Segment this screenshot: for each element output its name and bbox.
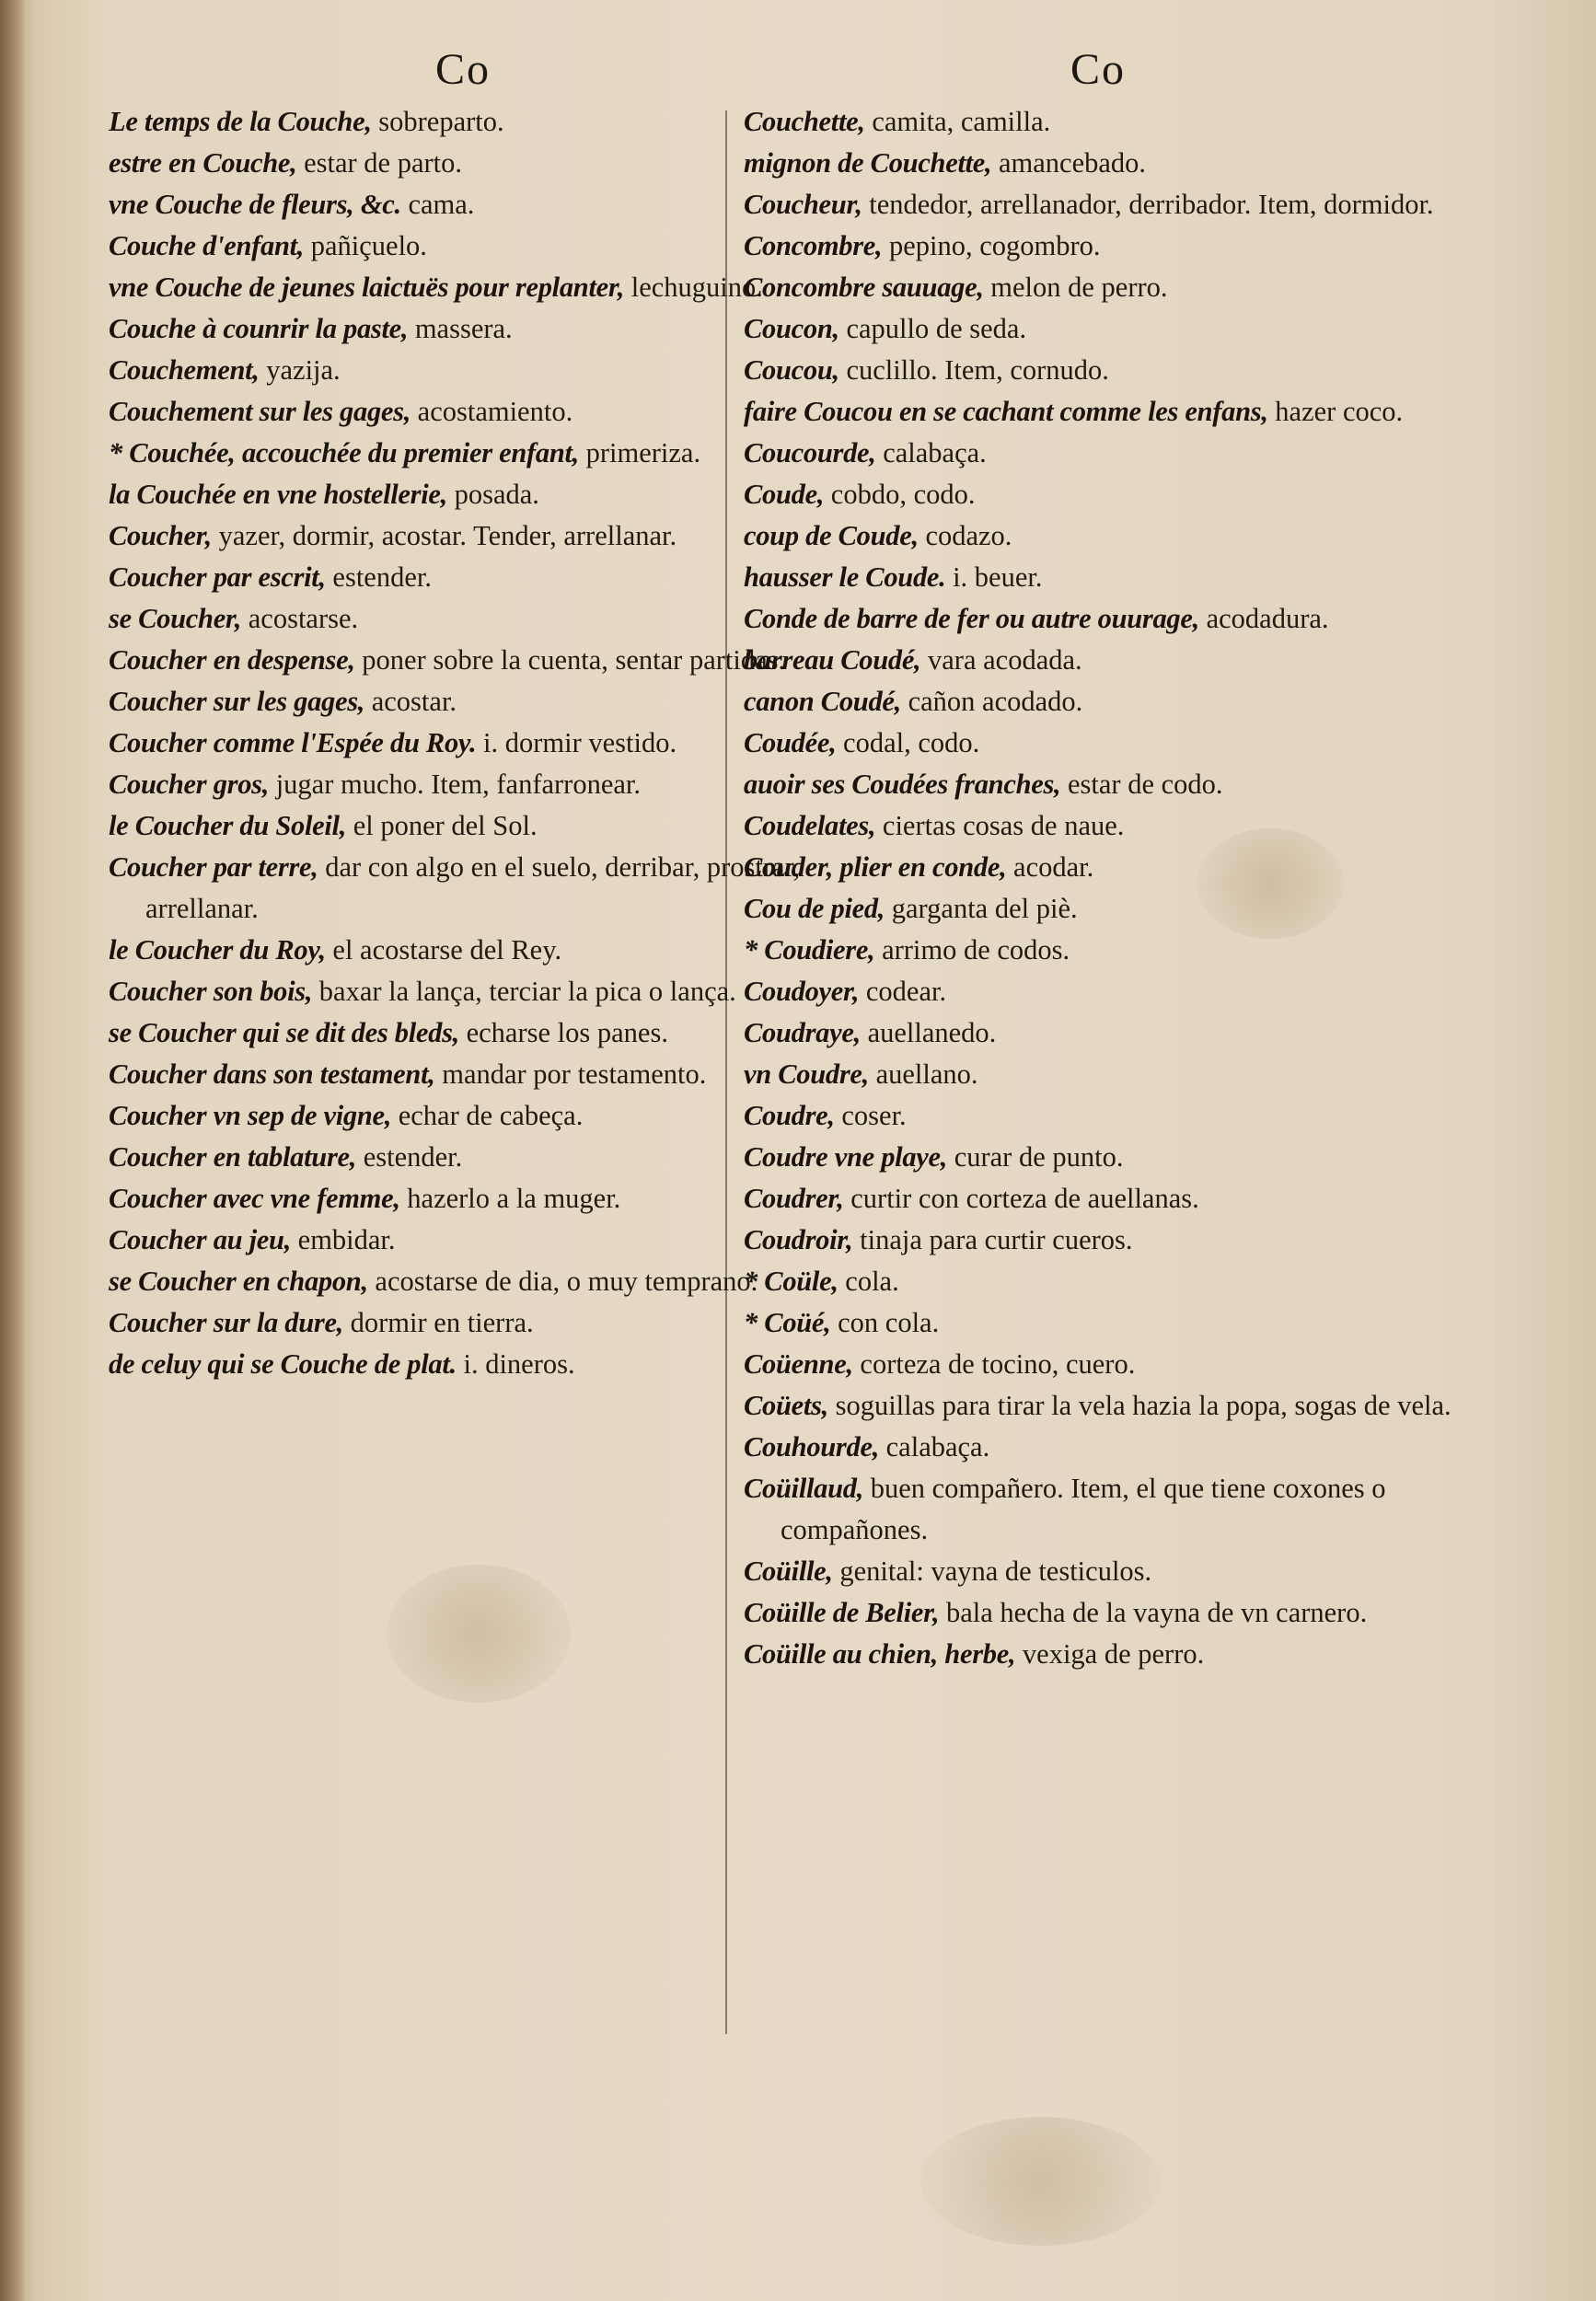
entry-headword: Coucher en tablature, [109, 1141, 357, 1173]
entry-headword: hausser le Coude. [744, 561, 946, 593]
entry-definition: genital: vayna de testiculos. [832, 1555, 1152, 1587]
dictionary-entry [744, 1344, 1452, 1385]
dictionary-entry [744, 143, 1452, 184]
entry-definition: vexiga de perro. [1015, 1638, 1205, 1670]
entry-headword: vn Coudre, [744, 1058, 869, 1090]
dictionary-entry [744, 433, 1452, 474]
entry-headword: le Coucher du Roy, [109, 934, 326, 965]
entry-definition: massera. [408, 313, 513, 344]
entry-definition: codear. [859, 976, 947, 1007]
dictionary-entry [744, 888, 1452, 930]
entry-headword: Le temps de la Couche, [109, 106, 372, 137]
dictionary-entry [744, 1592, 1452, 1634]
entry-definition: calabaça. [875, 437, 987, 468]
dictionary-entry [109, 1095, 817, 1137]
entry-definition: cobdo, codo. [824, 479, 976, 510]
dictionary-entry [744, 474, 1452, 515]
entry-headword: Coudrer, [744, 1183, 844, 1214]
entry-definition: lechuguino. [624, 272, 763, 303]
dictionary-entry [109, 557, 817, 598]
dictionary-entry [109, 1178, 817, 1220]
dictionary-entry [109, 308, 817, 350]
entry-definition: tinaja para curtir cueros. [852, 1224, 1133, 1255]
entry-headword: Coüenne, [744, 1348, 853, 1380]
entry-definition: cañon acodado. [900, 686, 1083, 717]
entry-definition: el acostarse del Rey. [325, 934, 562, 965]
entry-definition: i. dineros. [456, 1348, 575, 1380]
entry-definition: embidar. [291, 1224, 396, 1255]
entry-headword: vne Couche de fleurs, &c. [109, 189, 401, 220]
entry-headword: la Couchée en vne hostellerie, [109, 479, 447, 510]
dictionary-entry [109, 474, 817, 515]
entry-headword: Coucheur, [744, 189, 862, 220]
entry-headword: barreau Coudé, [744, 644, 921, 676]
entry-definition: coser. [834, 1100, 907, 1131]
entry-definition: hazer coco. [1267, 396, 1404, 427]
dictionary-entry [109, 930, 817, 971]
entry-definition: ciertas cosas de naue. [875, 810, 1125, 841]
dictionary-entry [744, 1261, 1452, 1302]
entry-definition: estender. [356, 1141, 463, 1173]
entry-definition: garganta del piè. [885, 893, 1078, 924]
entry-headword: Couchement, [109, 354, 260, 386]
entry-definition: estender. [325, 561, 432, 593]
dictionary-entry [744, 1095, 1452, 1137]
entry-headword: Conde de barre de fer ou autre ouurage, [744, 603, 1199, 634]
dictionary-entry [744, 308, 1452, 350]
entry-definition: baxar la lança, terciar la pica o lança. [312, 976, 736, 1007]
dictionary-entry [109, 764, 817, 805]
entry-headword: le Coucher du Soleil, [109, 810, 347, 841]
entry-headword: Coucher comme l'Espée du Roy. [109, 727, 477, 758]
dictionary-entry [109, 681, 817, 723]
entry-headword: Couchette, [744, 106, 865, 137]
entry-headword: Concombre, [744, 230, 883, 261]
entry-definition: acostar. [364, 686, 457, 717]
left-column-header: Co [434, 45, 491, 94]
entry-definition: acostarse de dia, o muy temprano. [367, 1266, 758, 1297]
entry-headword: Coucou, [744, 354, 839, 386]
dictionary-entry [109, 350, 817, 391]
entry-definition: codal, codo. [836, 727, 980, 758]
right-entry-list [744, 101, 1452, 1675]
dictionary-entry [109, 225, 817, 267]
entry-definition: dormir en tierra. [343, 1307, 534, 1338]
entry-definition: codazo. [918, 520, 1012, 551]
entry-headword: Coucher par terre, [109, 851, 318, 883]
entry-headword: Couhourde, [744, 1431, 880, 1463]
entry-definition: i. dormir vestido. [476, 727, 677, 758]
entry-definition: cama. [400, 189, 475, 220]
entry-headword: vne Couche de jeunes laictuës pour replanter, [109, 272, 625, 303]
entry-headword: Coüille de Belier, [744, 1597, 940, 1628]
dictionary-entry [744, 267, 1452, 308]
entry-headword: Couche à counrir la paste, [109, 313, 409, 344]
dictionary-entry [744, 1178, 1452, 1220]
paper-stain [387, 1565, 571, 1703]
dictionary-entry [744, 515, 1452, 557]
entry-definition: i. beuer. [945, 561, 1043, 593]
entry-definition: curar de punto. [947, 1141, 1124, 1173]
entry-headword: Coudoyer, [744, 976, 860, 1007]
dictionary-entry [109, 1344, 817, 1385]
dictionary-entry [109, 267, 817, 308]
entry-definition: cuclillo. Item, cornudo. [838, 354, 1109, 386]
dictionary-entry [744, 1427, 1452, 1468]
entry-headword: Coudée, [744, 727, 837, 758]
entry-definition: estar de codo. [1060, 769, 1223, 800]
entry-headword: Couder, plier en conde, [744, 851, 1007, 883]
dictionary-entry [109, 598, 817, 640]
dictionary-entry [744, 764, 1452, 805]
entry-headword: Coucher vn sep de vigne, [109, 1100, 392, 1131]
entry-headword: * Coüle, [744, 1266, 838, 1297]
dictionary-entry [744, 971, 1452, 1012]
dictionary-entry [744, 1634, 1452, 1675]
entry-headword: Coüets, [744, 1390, 828, 1421]
entry-definition: arrimo de codos. [874, 934, 1070, 965]
entry-headword: Coüille, [744, 1555, 833, 1587]
entry-headword: Coüillaud, [744, 1473, 864, 1504]
entry-headword: Cou de pied, [744, 893, 885, 924]
entry-headword: Coucher sur la dure, [109, 1307, 344, 1338]
entry-definition: bala hecha de la vayna de vn carnero. [939, 1597, 1368, 1628]
dictionary-entry [744, 557, 1452, 598]
dictionary-entry [744, 1551, 1452, 1592]
entry-definition: vara acodada. [920, 644, 1082, 676]
entry-headword: Coucher son bois, [109, 976, 313, 1007]
entry-definition: buen compañero. Item, el que tiene coxones o compañones. [781, 1473, 1386, 1545]
entry-definition: yazija. [259, 354, 341, 386]
dictionary-entry [109, 1220, 817, 1261]
entry-headword: * Couchée, accouchée du premier enfant, [109, 437, 579, 468]
dictionary-entry [109, 640, 817, 681]
entry-headword: Coucon, [744, 313, 839, 344]
binding-shadow [0, 0, 26, 2301]
entry-definition: melon de perro. [983, 272, 1168, 303]
entry-definition: poner sobre la cuenta, sentar partidas. [354, 644, 786, 676]
dictionary-entry [109, 101, 817, 143]
entry-definition: auellanedo. [860, 1017, 997, 1048]
entry-headword: Coucher au jeu, [109, 1224, 292, 1255]
dictionary-entry [744, 184, 1452, 225]
entry-definition: jugar mucho. Item, fanfarronear. [269, 769, 642, 800]
entry-definition: el poner del Sol. [346, 810, 538, 841]
entry-definition: posada. [446, 479, 539, 510]
dictionary-entry [744, 101, 1452, 143]
dictionary-entry [744, 930, 1452, 971]
dictionary-entry [109, 805, 817, 847]
entry-headword: Coucher en despense, [109, 644, 355, 676]
entry-headword: Coucher gros, [109, 769, 270, 800]
dictionary-entry [109, 1261, 817, 1302]
entry-headword: se Coucher qui se dit des bleds, [109, 1017, 459, 1048]
entry-definition: echar de cabeça. [391, 1100, 584, 1131]
left-entry-list [109, 101, 817, 1385]
dictionary-entry [744, 1468, 1452, 1551]
entry-headword: Coucher dans son testament, [109, 1058, 435, 1090]
dictionary-entry [109, 1012, 817, 1054]
dictionary-entry [109, 184, 817, 225]
paper-stain [920, 2117, 1160, 2246]
entry-headword: Coucher, [109, 520, 213, 551]
entry-definition: pepino, cogombro. [882, 230, 1101, 261]
dictionary-entry [744, 225, 1452, 267]
entry-headword: * Coudiere, [744, 934, 875, 965]
entry-headword: auoir ses Coudées franches, [744, 769, 1061, 800]
dictionary-entry [109, 723, 817, 764]
dictionary-entry [109, 971, 817, 1012]
entry-definition: soguillas para tirar la vela hazia la popa, sogas de vela. [827, 1390, 1451, 1421]
entry-headword: Coucher avec vne femme, [109, 1183, 400, 1214]
dictionary-entry [744, 1220, 1452, 1261]
dictionary-entry [109, 1302, 817, 1344]
entry-definition: camita, camilla. [864, 106, 1051, 137]
dictionary-entry [744, 723, 1452, 764]
entry-definition: con cola. [830, 1307, 940, 1338]
dictionary-entry [109, 391, 817, 433]
entry-headword: de celuy qui se Couche de plat. [109, 1348, 457, 1380]
entry-definition: acostamiento. [411, 396, 573, 427]
entry-headword: se Coucher, [109, 603, 242, 634]
entry-definition: capullo de seda. [838, 313, 1027, 344]
entry-headword: * Coüé, [744, 1307, 831, 1338]
entry-definition: acodar. [1006, 851, 1094, 883]
dictionary-entry [744, 1302, 1452, 1344]
dictionary-entry [744, 805, 1452, 847]
entry-headword: Coucher par escrit, [109, 561, 326, 593]
dictionary-entry [744, 1385, 1452, 1427]
entry-definition: hazerlo a la muger. [399, 1183, 621, 1214]
right-column-header: Co [1070, 45, 1126, 94]
entry-definition: tendedor, arrellanador, derribador. Item, dormidor. [862, 189, 1434, 220]
entry-headword: mignon de Couchette, [744, 147, 992, 179]
entry-definition: curtir con corteza de auellanas. [843, 1183, 1199, 1214]
entry-headword: Coudraye, [744, 1017, 861, 1048]
entry-headword: se Coucher en chapon, [109, 1266, 368, 1297]
entry-headword: Coude, [744, 479, 825, 510]
entry-headword: canon Coudé, [744, 686, 901, 717]
entry-definition: estar de parto. [296, 147, 462, 179]
left-column [109, 44, 817, 1385]
entry-definition: sobreparto. [371, 106, 504, 137]
dictionary-entry [744, 681, 1452, 723]
entry-definition: corteza de tocino, cuero. [852, 1348, 1136, 1380]
entry-headword: Coudre vne playe, [744, 1141, 948, 1173]
dictionary-entry [109, 433, 817, 474]
dictionary-entry [744, 350, 1452, 391]
dictionary-entry [744, 1054, 1452, 1095]
entry-headword: Coucourde, [744, 437, 876, 468]
dictionary-entry [744, 1012, 1452, 1054]
entry-definition: cola. [838, 1266, 899, 1297]
dictionary-entry [109, 515, 817, 557]
entry-headword: coup de Coude, [744, 520, 919, 551]
dictionary-entry [744, 1137, 1452, 1178]
entry-definition: primeriza. [579, 437, 701, 468]
entry-headword: Coüille au chien, herbe, [744, 1638, 1016, 1670]
entry-headword: Couchement sur les gages, [109, 396, 411, 427]
entry-definition: yazer, dormir, acostar. Tender, arrellanar. [212, 520, 677, 551]
entry-headword: Coucher sur les gages, [109, 686, 365, 717]
entry-definition: echarse los panes. [458, 1017, 668, 1048]
dictionary-entry [744, 640, 1452, 681]
entry-definition: auellano. [868, 1058, 978, 1090]
dictionary-entry [744, 391, 1452, 433]
dictionary-entry [109, 143, 817, 184]
entry-definition: calabaça. [879, 1431, 990, 1463]
entry-definition: acostarse. [241, 603, 359, 634]
entry-definition: pañiçuelo. [304, 230, 427, 261]
entry-headword: estre en Couche, [109, 147, 297, 179]
entry-definition: amancebado. [991, 147, 1147, 179]
entry-definition: acodadura. [1198, 603, 1329, 634]
dictionary-entry [744, 598, 1452, 640]
dictionary-entry [109, 1054, 817, 1095]
entry-headword: Coudelates, [744, 810, 876, 841]
right-column [744, 44, 1452, 1675]
dictionary-entry [109, 847, 817, 930]
dictionary-entry [109, 1137, 817, 1178]
dictionary-entry [744, 847, 1452, 888]
entry-headword: Coudre, [744, 1100, 835, 1131]
entry-headword: faire Coucou en se cachant comme les enfans, [744, 396, 1268, 427]
entry-definition: mandar por testamento. [434, 1058, 707, 1090]
entry-headword: Couche d'enfant, [109, 230, 305, 261]
entry-headword: Concombre sauuage, [744, 272, 984, 303]
entry-headword: Coudroir, [744, 1224, 853, 1255]
entry-definition: dar con algo en el suelo, derribar, prostrar, arrellanar. [145, 851, 801, 924]
